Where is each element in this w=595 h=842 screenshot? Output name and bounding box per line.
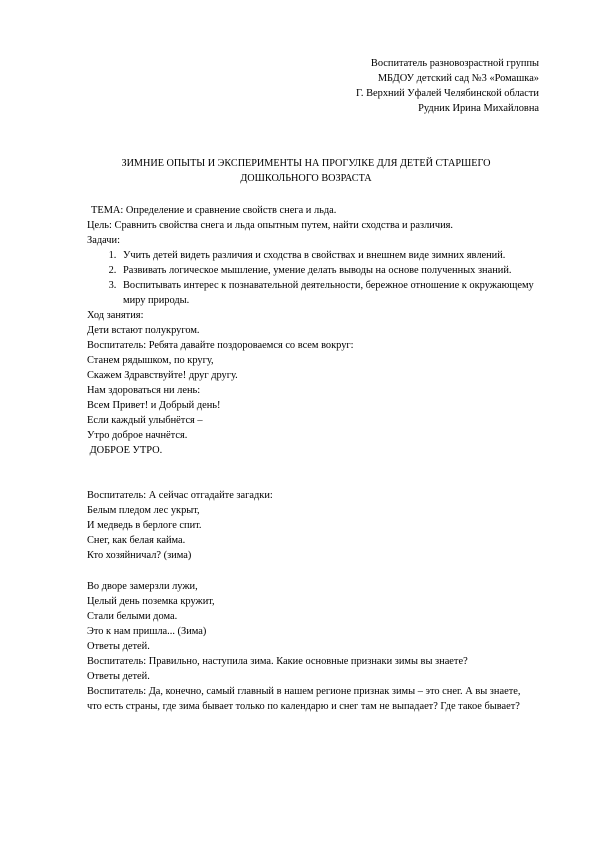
poem-line: Если каждый улыбнётся – (87, 415, 203, 426)
lesson-label: Ход занятия: (87, 310, 144, 321)
tasks-list (87, 248, 535, 308)
tasks-label: Задачи: (87, 235, 120, 246)
poem-line: Нам здороваться ни лень: (87, 385, 201, 396)
author-line: Рудник Ирина Михайловна (418, 103, 539, 114)
spacer (87, 458, 535, 488)
title-line: ЗИМНИЕ ОПЫТЫ И ЭКСПЕРИМЕНТЫ НА ПРОГУЛКЕ ДЛЯ ДЕТЕЙ СТАРШЕГО (121, 158, 491, 169)
riddle-line: Снег, как белая кайма. (87, 535, 186, 546)
riddle-line: Белым пледом лес укрыт, (87, 505, 200, 516)
goal-line: Цель: Сравнить свойства снега и льда опытным путем, найти сходства и различия. (87, 220, 454, 231)
title-line: ДОШКОЛЬНОГО ВОЗРАСТА (240, 173, 372, 184)
poem-line: Станем рядышком, по кругу, (87, 355, 214, 366)
riddles-intro: Воспитатель: А сейчас отгадайте загадки: (87, 490, 273, 501)
theme-line: ТЕМА: Определение и сравнение свойств снега и льда. (91, 205, 337, 216)
lesson-body (87, 323, 535, 458)
author-line: Воспитатель разновозрастной группы (370, 58, 539, 69)
poem-line: Всем Привет! и Добрый день! (87, 400, 221, 411)
author-block (87, 56, 539, 116)
dialog-line: Ответы детей. (87, 641, 150, 652)
author-line: Г. Верхний Уфалей Челябинской области (356, 88, 539, 99)
task-item: 1. Учить детей видеть различия и сходства в свойствах и внешнем виде зимних явлений. (119, 248, 535, 263)
riddle-line: Стали белыми дома. (87, 611, 178, 622)
riddle-line: И медведь в берлоге спит. (87, 520, 202, 531)
lesson-line: Дети встают полукругом. (87, 325, 200, 336)
lesson-line: Воспитатель: Ребята давайте поздороваемся со всем вокруг: (87, 340, 354, 351)
dialog-block (87, 639, 535, 714)
poem-line: Утро доброе начнётся. (87, 430, 188, 441)
dialog-line: Воспитатель: Правильно, наступила зима. Какие основные признаки зимы вы знаете? (87, 656, 468, 667)
riddle-line: Во дворе замерзли лужи, (87, 581, 198, 592)
riddle-2 (87, 579, 535, 639)
dialog-paragraph: Воспитатель: Да, конечно, самый главный в нашем регионе признак зимы – это снег. А вы знаете, что есть страны, где зима бывает только по календарю и снег там не выпадает? Где такое бывает? (87, 686, 521, 712)
riddle-line: Это к нам пришла... (Зима) (87, 626, 207, 637)
riddle-line: Целый день поземка кружит, (87, 596, 215, 607)
author-line: МБДОУ детский сад №3 «Ромашка» (377, 73, 539, 84)
poem-line: Скажем Здравствуйте! друг другу. (87, 370, 238, 381)
riddle-line: Кто хозяйничал? (зима) (87, 550, 192, 561)
riddle-1 (87, 503, 535, 563)
document-title (87, 156, 535, 186)
poem-line: ДОБРОЕ УТРО. (87, 445, 163, 456)
dialog-line: Ответы детей. (87, 671, 150, 682)
task-item: 3. Воспитывать интерес к познавательной деятельности, бережное отношение к окружающему миру природы. (119, 278, 535, 308)
spacer (87, 563, 535, 579)
task-item: 2. Развивать логическое мышление, умение делать выводы на основе полученных знаний. (119, 263, 535, 278)
